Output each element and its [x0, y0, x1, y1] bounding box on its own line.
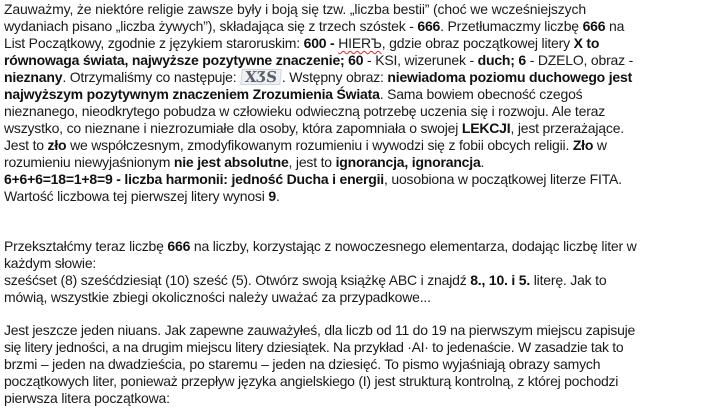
text-run: Przekształćmy teraz liczbę — [4, 238, 168, 254]
bold-run: 9 — [268, 188, 276, 204]
misspelled-word: HIERЪ — [338, 35, 382, 51]
text-line — [4, 255, 720, 272]
text-run: . Sama bowiem obecność czegoś — [379, 86, 583, 102]
text-run: literę. Jak to — [530, 272, 607, 288]
text-line — [4, 154, 720, 171]
text-run: na — [605, 18, 625, 34]
text-run: wszystko, co nieznane i niezrozumiałe dla osoby, która zapomniała o swojej — [4, 120, 462, 136]
text-run: pierwsza litera początkowa: — [4, 390, 170, 406]
text-line — [4, 171, 720, 188]
text-line — [4, 52, 720, 69]
text-run: . Otrzymaliśmy co następuje: — [62, 69, 241, 85]
text-run: - DZELO, obraz - — [526, 52, 634, 68]
text-line — [4, 238, 720, 255]
text-run: Jest to — [4, 137, 48, 153]
text-run: Jest jeszcze jeden niuans. Jak zapewne zauważyłeś, dla liczb od 11 do 19 na pierwszym miejscu zapisuje — [4, 322, 636, 338]
number-666: 666 — [167, 238, 191, 254]
text-run: . Wstępny obraz: — [281, 69, 388, 85]
bold-run: niewiadoma poziomu duchowego jest — [387, 69, 633, 85]
text-run: brzmi – jeden na dwadzieścia, po staremu – jeden na dziesięć. To pismo wyjaśniają obrazy samych — [4, 356, 601, 372]
glyph-image: XӠS — [240, 69, 281, 85]
number-666: 666 — [582, 18, 606, 34]
text-line — [4, 339, 720, 356]
bold-run: X to — [573, 35, 600, 51]
text-run: każdym słowie: — [4, 255, 97, 271]
text-line — [4, 356, 720, 373]
text-line — [4, 1, 720, 18]
text-line — [4, 86, 720, 103]
text-run: , uosobiona w początkowej literze FITA. — [384, 171, 622, 187]
bold-run: ignorancja, ignorancja — [335, 154, 481, 170]
paragraph-3 — [4, 322, 720, 407]
bold-run: 600 - — [303, 35, 339, 51]
number-666: 666 — [417, 18, 441, 34]
bold-run: najwyższym pozytywnym znaczeniem Zrozumienia Świata — [4, 86, 380, 102]
text-line — [4, 272, 720, 289]
text-run: w — [593, 137, 607, 153]
bold-run: nieznany — [4, 69, 63, 85]
text-run: Wartość liczbowa tej pierwszej litery wynosi — [4, 188, 269, 204]
bold-run: równowaga świata, najwyższe pozytywne znaczenie; 60 — [4, 52, 364, 68]
text-line — [4, 289, 720, 306]
bold-run: 6+6+6=18=1+8=9 - liczba harmonii: jedność Ducha i energii — [4, 171, 384, 187]
text-line — [4, 137, 720, 154]
text-run: . — [480, 154, 485, 170]
bold-run: Zło — [572, 137, 594, 153]
bold-run: nie jest absolutne — [173, 154, 289, 170]
text-line — [4, 18, 720, 35]
text-run: na liczby, korzystając z nowoczesnego elementarza, dodając liczbę liter w — [190, 238, 637, 254]
text-run: . Przetłumaczmy liczbę — [440, 18, 583, 34]
bold-run: LEKCJI — [461, 120, 511, 136]
text-run: Zauważmy, że niektóre religie zawsze były i boją się tzw. „liczba bestii” (choć we wcześniejszych — [4, 1, 586, 17]
text-run: . — [275, 188, 280, 204]
paragraph-1 — [4, 1, 720, 205]
text-line — [4, 322, 720, 339]
text-run: - KSI, wizerunek - — [363, 52, 478, 68]
text-run: , jest to — [288, 154, 336, 170]
text-line — [4, 35, 720, 52]
text-line — [4, 120, 720, 137]
text-line — [4, 390, 720, 407]
text-run: , jest przerażające. — [510, 120, 624, 136]
text-run: List Początkowy, zgodnie z językiem staroruskim: — [4, 35, 304, 51]
paragraph-2 — [4, 238, 720, 306]
text-run: początkowych liter, ponieważ przepływ języka angielskiego (I) jest strukturą kontrolną, z której pochodzi — [4, 373, 619, 389]
bold-run: 8., 10. i 5. — [470, 272, 531, 288]
text-line — [4, 69, 720, 86]
text-run: się litery jedności, a na drugim miejscu litery dziesiątek. Na przykład ·AI· to jedenaście. W zasadzie tak to — [4, 339, 624, 355]
text-run: nieznanego, nieodkrytego pobudza w człowieku odwieczną potrzebę uczenia się i rozwoju. Ale teraz — [4, 103, 606, 119]
text-run: wydaniach pisano „liczba żywych”), składająca się z trzech szóstek - — [4, 18, 418, 34]
text-run: rozumieniu niewyjaśnionym — [4, 154, 174, 170]
text-line — [4, 188, 720, 205]
text-line — [4, 103, 720, 120]
bold-run: duch; 6 — [477, 52, 527, 68]
text-run: we współczesnym, zmodyfikowanym rozumieniu i wywodzi się z fobii obcych religii. — [66, 137, 573, 153]
text-run: sześćset (8) sześćdziesiąt (10) sześć (5). Otwórz swoją książkę ABC i znajdź — [4, 272, 471, 288]
text-line — [4, 373, 720, 390]
bold-run: zło — [47, 137, 67, 153]
text-run: mówią, wszystkie zbiegi okoliczności należy uważać za przypadkowe... — [4, 289, 431, 305]
text-run: , gdzie obraz początkowej litery — [381, 35, 574, 51]
